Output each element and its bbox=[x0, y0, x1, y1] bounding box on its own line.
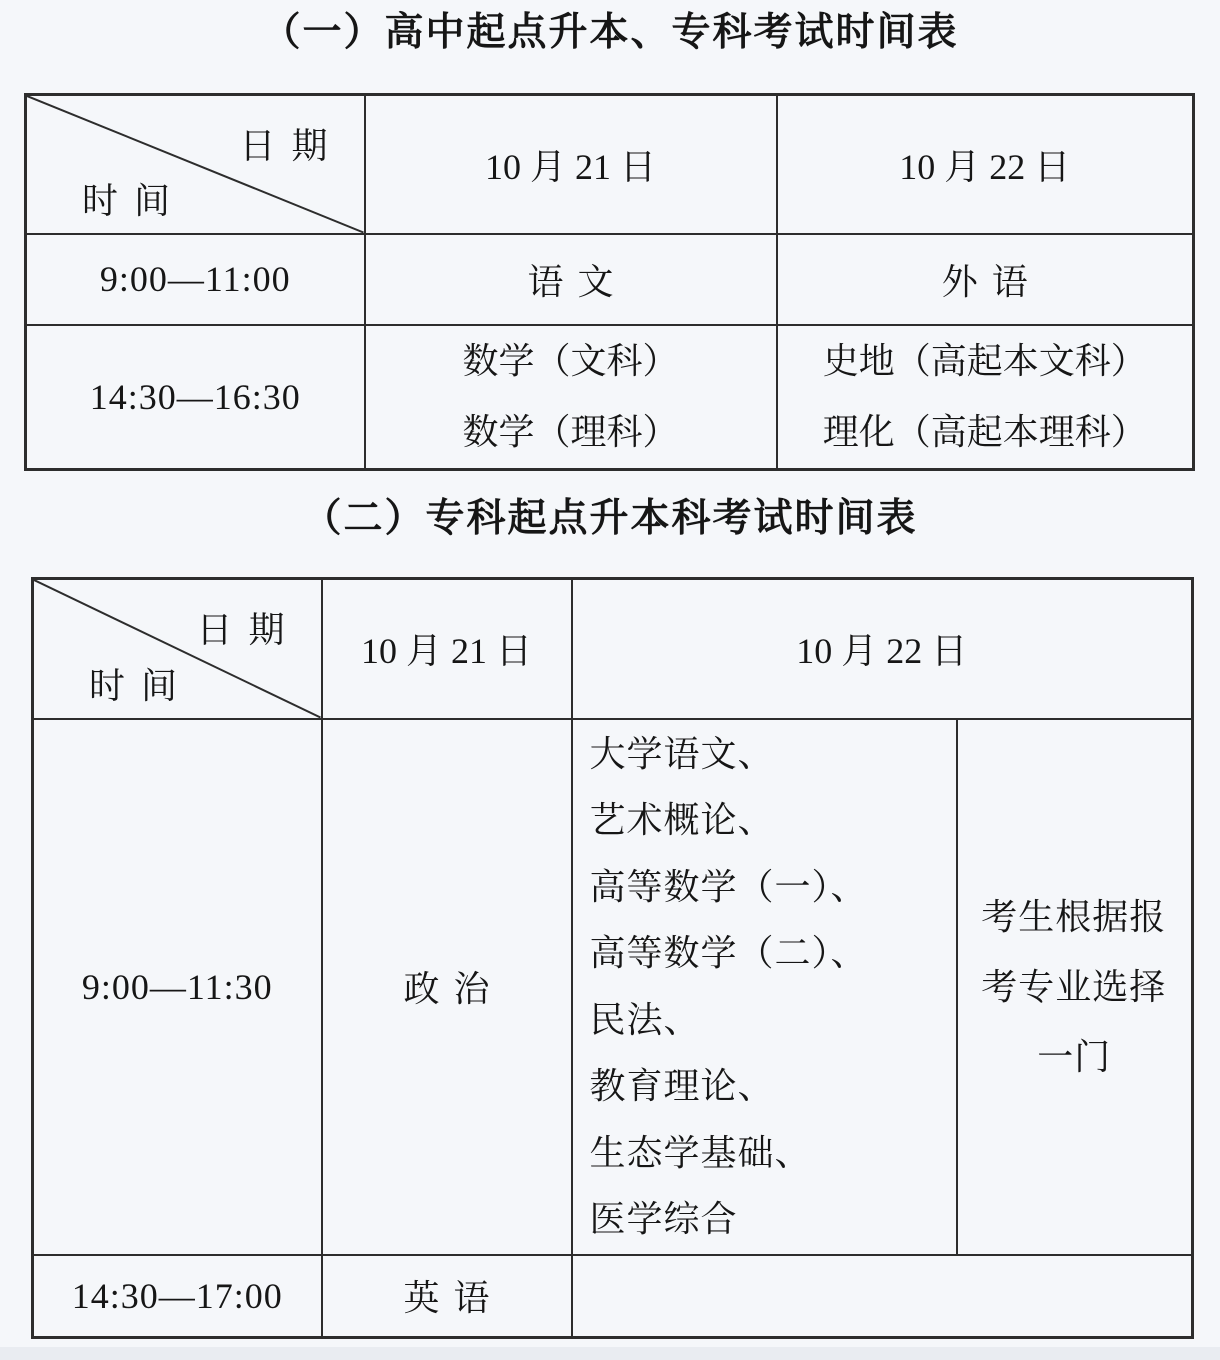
time-cell: 14:30—16:30 bbox=[26, 325, 365, 470]
subject-cell bbox=[365, 325, 777, 470]
time-cell: 14:30—17:00 bbox=[33, 1255, 322, 1338]
subject-cell: 语文 bbox=[365, 234, 777, 325]
subject-line: 民法、 bbox=[589, 999, 701, 1040]
table1-corner-cell bbox=[26, 95, 365, 234]
subject-cell: 政治 bbox=[322, 719, 572, 1255]
subject-line: 理化（高起本理科） bbox=[822, 411, 1147, 452]
table1-row-morning bbox=[26, 234, 1194, 325]
time-cell: 9:00—11:30 bbox=[33, 719, 322, 1255]
note-line: 考专业选择 bbox=[981, 966, 1167, 1007]
table1-col-oct22: 10 月 22 日 bbox=[777, 95, 1194, 234]
table2-header-row bbox=[33, 579, 1193, 719]
section1-title: （一）高中起点升本、专科考试时间表 bbox=[261, 11, 959, 54]
subject-line: 高等数学（一）、 bbox=[589, 866, 868, 907]
subject-cell: 外语 bbox=[777, 234, 1194, 325]
subject-line: 高等数学（二）、 bbox=[589, 933, 868, 973]
table2-col-oct22: 10 月 22 日 bbox=[572, 579, 1193, 719]
table1-col-oct21: 10 月 21 日 bbox=[365, 95, 777, 234]
table2-row-afternoon bbox=[33, 1255, 1193, 1338]
subject-line: 数学（理科） bbox=[462, 411, 679, 452]
exam-table-collegestart bbox=[31, 577, 1194, 1339]
subject-line: 数学（文科） bbox=[462, 340, 679, 381]
exam-table-highstart bbox=[24, 93, 1195, 471]
subject-line: 医学综合 bbox=[589, 1199, 738, 1239]
corner-date-label: 日期 bbox=[196, 610, 301, 650]
note-block bbox=[981, 882, 1167, 1092]
table1-header-row bbox=[26, 95, 1194, 234]
subject-line: 史地（高起本文科） bbox=[822, 340, 1147, 381]
subject-line: 生态学基础、 bbox=[589, 1132, 812, 1173]
subject-cell bbox=[777, 325, 1194, 470]
corner-time-label: 时间 bbox=[82, 180, 187, 221]
table2-col-oct21: 10 月 21 日 bbox=[322, 579, 572, 719]
table2-corner-cell bbox=[33, 579, 322, 719]
elective-subjects-cell bbox=[572, 719, 957, 1255]
corner-time-label: 时间 bbox=[89, 665, 194, 706]
subject-line: 大学语文、 bbox=[589, 733, 775, 774]
subject-cell: 英语 bbox=[322, 1255, 572, 1338]
table2-row-morning bbox=[33, 719, 1193, 1255]
corner-date-label: 日期 bbox=[239, 126, 344, 166]
note-line: 一门 bbox=[1037, 1036, 1112, 1077]
table1-row-afternoon bbox=[26, 325, 1194, 470]
choose-one-note-cell bbox=[957, 719, 1193, 1255]
time-cell: 9:00—11:00 bbox=[26, 234, 365, 325]
page-bottom-strip bbox=[0, 1347, 1220, 1360]
section2-title: （二）专科起点升本科考试时间表 bbox=[302, 497, 918, 540]
subject-line: 教育理论、 bbox=[589, 1066, 775, 1106]
empty-cell bbox=[572, 1255, 1193, 1338]
subject-line: 艺术概论、 bbox=[589, 800, 775, 840]
note-line: 考生根据报 bbox=[981, 896, 1167, 937]
